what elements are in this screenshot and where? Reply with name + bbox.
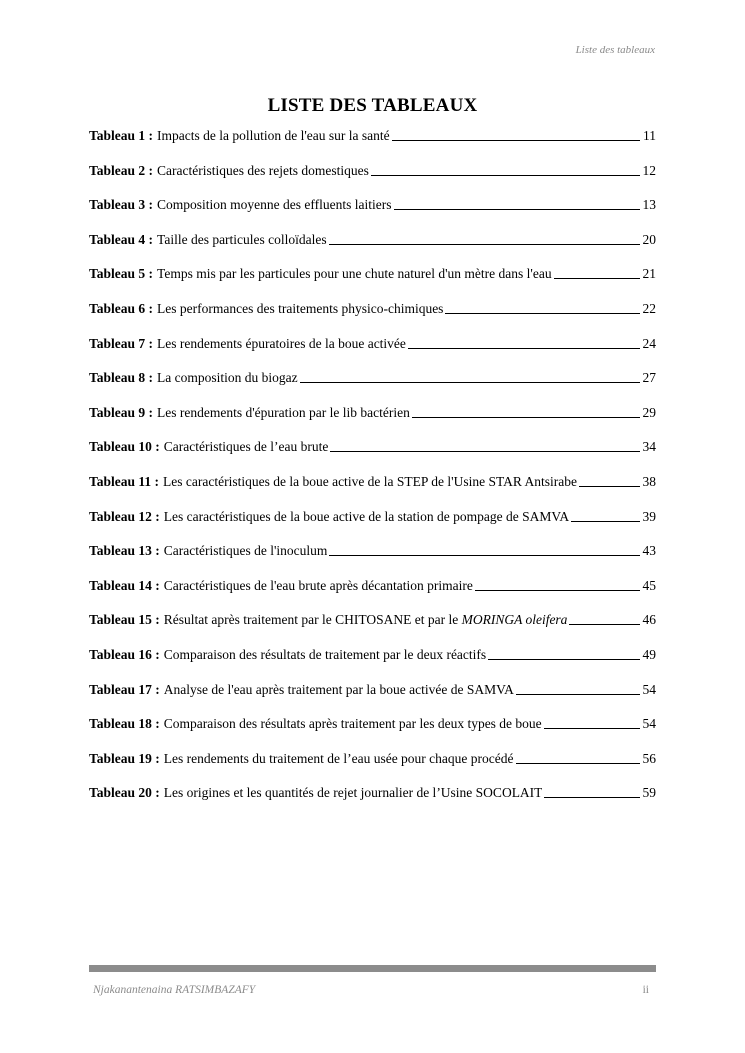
- toc-entry[interactable]: [89, 611, 656, 646]
- toc-entry[interactable]: [89, 231, 656, 266]
- table-list: [89, 127, 656, 819]
- toc-entry[interactable]: [89, 300, 656, 335]
- toc-entry-label: Tableau 7 :: [89, 335, 154, 351]
- toc-entry-title: Comparaison des résultats après traitement par les deux types de boue: [163, 716, 542, 732]
- running-header: Liste des tableaux: [575, 44, 655, 56]
- toc-entry-title: [164, 611, 568, 629]
- toc-leader-line: [569, 612, 639, 625]
- toc-entry-title: Les origines et les quantités de rejet journalier de l’Usine SOCOLAIT: [163, 785, 543, 801]
- toc-entry-title: Les rendements épuratoires de la boue activée: [157, 335, 406, 351]
- toc-entry-page: 59: [642, 785, 656, 801]
- toc-entry-page: 43: [642, 543, 656, 559]
- toc-entry-label: Tableau 1 :: [89, 128, 154, 143]
- toc-entry[interactable]: [89, 438, 656, 473]
- toc-entry[interactable]: [89, 265, 656, 300]
- toc-entry-page: 27: [642, 370, 656, 386]
- toc-entry-page: 45: [642, 577, 656, 593]
- toc-entry-page: 49: [642, 646, 656, 662]
- toc-leader-line: [408, 336, 640, 349]
- toc-entry-title: Les caractéristiques de la boue active de la station de pompage de SAMVA: [163, 508, 570, 524]
- toc-entry-label: Tableau 8 :: [89, 370, 154, 386]
- toc-entry-label: Tableau 2 :: [89, 162, 154, 178]
- toc-leader-line: [394, 197, 640, 210]
- toc-leader-line: [445, 301, 639, 314]
- toc-entry-title: Impacts de la pollution de l'eau sur la santé: [157, 128, 390, 143]
- toc-entry-page: 56: [642, 750, 656, 766]
- toc-entry[interactable]: [89, 196, 656, 231]
- toc-entry-title: Composition moyenne des effluents laitiers: [157, 197, 392, 213]
- toc-entry-label: Tableau 19 :: [89, 750, 160, 766]
- toc-entry-title: Les performances des traitements physico-chimiques: [157, 300, 444, 316]
- toc-leader-line: [554, 266, 640, 279]
- toc-entry-title: Comparaison des résultats de traitement par le deux réactifs: [163, 646, 487, 662]
- toc-entry[interactable]: [89, 404, 656, 439]
- toc-entry[interactable]: [89, 750, 656, 785]
- toc-entry-label: Tableau 15 :: [89, 612, 160, 628]
- toc-leader-line: [475, 578, 640, 591]
- toc-entry-title: Les caractéristiques de la boue active de la STEP de l'Usine STAR Antsirabe: [163, 473, 578, 489]
- toc-entry-page: 11: [643, 128, 656, 143]
- toc-entry[interactable]: [89, 473, 656, 508]
- toc-leader-line: [330, 439, 639, 452]
- toc-entry-page: 34: [642, 439, 656, 455]
- toc-entry[interactable]: [89, 162, 656, 197]
- toc-entry-label: Tableau 10 :: [89, 439, 160, 455]
- toc-entry-page: 21: [642, 266, 656, 282]
- footer-author: Njakanantenaina RATSIMBAZAFY: [93, 984, 256, 996]
- toc-entry-label: Tableau 12 :: [89, 508, 160, 524]
- toc-entry-title: Caractéristiques de l’eau brute: [163, 439, 329, 455]
- toc-entry-label: Tableau 11 :: [89, 473, 160, 489]
- toc-entry-label: Tableau 6 :: [89, 300, 154, 316]
- toc-entry-title: Caractéristiques de l'inoculum: [163, 543, 328, 559]
- toc-entry-label: Tableau 3 :: [89, 197, 154, 213]
- toc-entry[interactable]: [89, 577, 656, 612]
- toc-entry-title: Les rendements d'épuration par le lib bactérien: [157, 404, 410, 420]
- toc-entry-label: Tableau 9 :: [89, 404, 154, 420]
- toc-leader-line: [300, 370, 640, 383]
- toc-entry[interactable]: [89, 127, 656, 162]
- toc-entry-label: Tableau 16 :: [89, 646, 160, 662]
- toc-leader-line: [516, 751, 640, 764]
- toc-entry[interactable]: [89, 508, 656, 543]
- toc-leader-line: [579, 474, 639, 487]
- toc-leader-line: [488, 647, 639, 660]
- toc-entry-title: Temps mis par les particules pour une chute naturel d'un mètre dans l'eau: [157, 266, 552, 282]
- toc-leader-line: [329, 232, 640, 245]
- page-title: LISTE DES TABLEAUX: [267, 95, 478, 116]
- toc-entry[interactable]: [89, 646, 656, 681]
- toc-entry-title: Les rendements du traitement de l’eau usée pour chaque procédé: [163, 750, 514, 766]
- toc-entry[interactable]: [89, 369, 656, 404]
- toc-entry-title: Caractéristiques de l'eau brute après décantation primaire: [163, 577, 473, 593]
- toc-entry-title: Taille des particules colloïdales: [157, 231, 327, 247]
- toc-entry[interactable]: [89, 784, 656, 819]
- toc-entry[interactable]: [89, 681, 656, 716]
- toc-entry-page: 54: [642, 716, 656, 732]
- toc-entry[interactable]: [89, 542, 656, 577]
- footer-page-number: ii: [642, 984, 649, 996]
- toc-entry-label: Tableau 5 :: [89, 266, 154, 282]
- toc-entry-page: 39: [642, 508, 656, 524]
- toc-entry-label: Tableau 13 :: [89, 543, 160, 559]
- toc-leader-line: [392, 128, 640, 141]
- toc-entry-title: Analyse de l'eau après traitement par la boue activée de SAMVA: [163, 681, 514, 697]
- toc-entry-label: Tableau 18 :: [89, 716, 160, 732]
- toc-entry-page: 54: [642, 681, 656, 697]
- toc-entry[interactable]: [89, 715, 656, 750]
- toc-leader-line: [412, 405, 640, 418]
- toc-leader-line: [329, 543, 639, 556]
- toc-entry-title: La composition du biogaz: [157, 370, 298, 386]
- toc-entry-title-text: Résultat après traitement par le CHITOSANE et par le: [163, 612, 462, 628]
- toc-entry[interactable]: [89, 335, 656, 370]
- toc-entry-label: Tableau 14 :: [89, 577, 160, 593]
- toc-entry-title-species: MORINGA oleifera: [461, 612, 568, 628]
- toc-entry-page: 22: [642, 300, 656, 316]
- toc-leader-line: [571, 509, 639, 522]
- toc-entry-page: 24: [642, 335, 656, 351]
- toc-entry-title: Caractéristiques des rejets domestiques: [157, 162, 369, 178]
- toc-entry-page: 46: [642, 612, 656, 628]
- toc-entry-label: Tableau 20 :: [89, 785, 160, 801]
- toc-entry-page: 20: [642, 231, 656, 247]
- toc-entry-page: 38: [642, 473, 656, 489]
- toc-entry-label: Tableau 17 :: [89, 681, 160, 697]
- toc-leader-line: [516, 682, 640, 695]
- toc-leader-line: [371, 163, 640, 176]
- toc-leader-line: [544, 785, 639, 798]
- footer-divider: [89, 965, 656, 972]
- toc-leader-line: [544, 716, 640, 729]
- toc-entry-page: 12: [642, 162, 656, 178]
- toc-entry-page: 29: [642, 404, 656, 420]
- toc-entry-label: Tableau 4 :: [89, 231, 154, 247]
- toc-entry-page: 13: [642, 197, 656, 213]
